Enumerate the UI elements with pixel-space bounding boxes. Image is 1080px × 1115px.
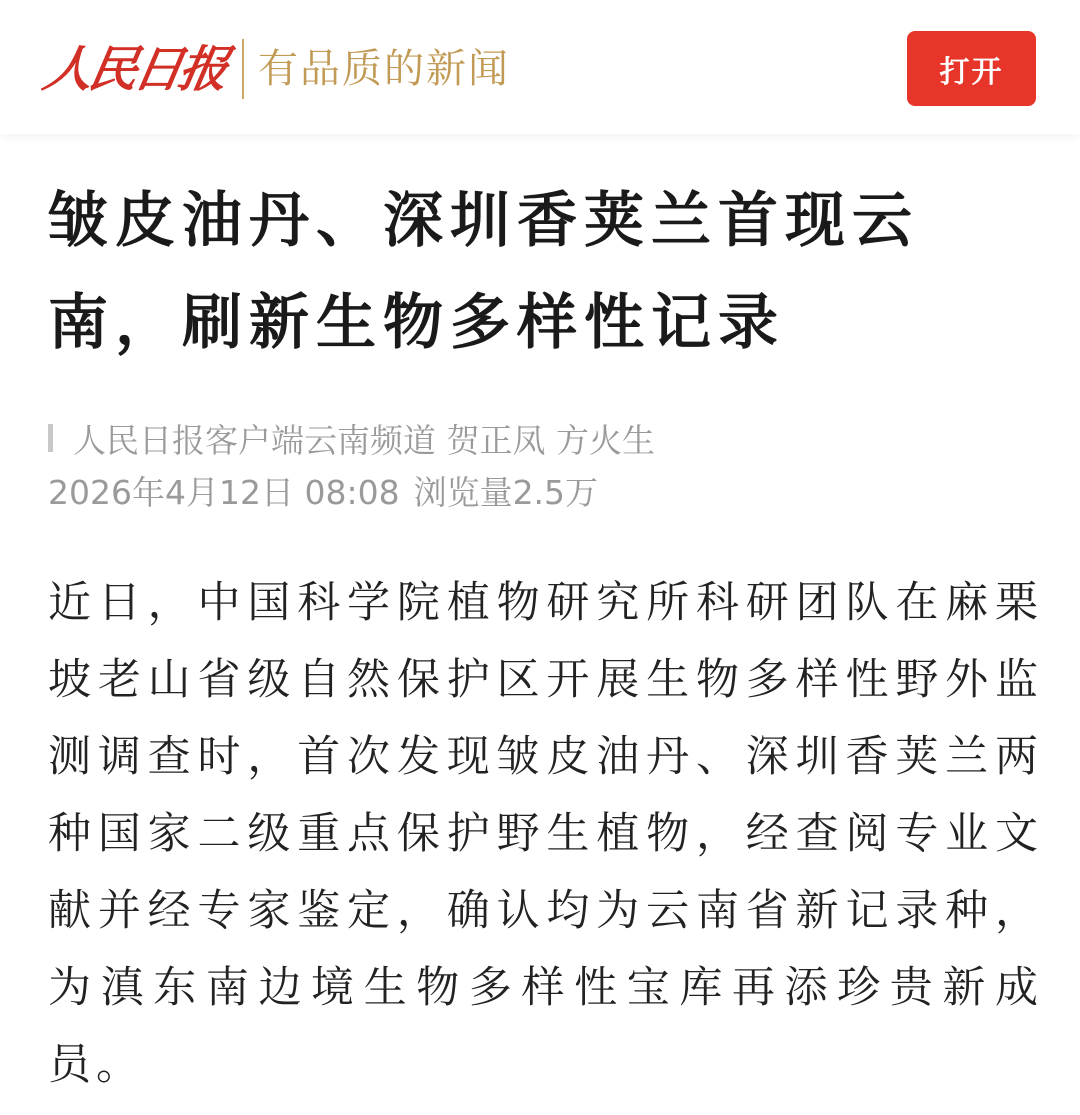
logo-divider xyxy=(242,39,244,99)
article-title: 皱皮油丹、深圳香荚兰首现云南，刷新生物多样性记录 xyxy=(48,186,919,358)
article-meta xyxy=(48,470,598,510)
source-marker-bar xyxy=(48,424,53,452)
logo-wordmark: 人民日报 xyxy=(38,39,230,98)
brand-logo[interactable] xyxy=(38,36,511,102)
logo-slogan: 有品质的新闻 xyxy=(258,46,511,92)
view-count: 浏览量2.5万 xyxy=(413,472,599,512)
article-body: 近日，中国科学院植物研究所科研团队在麻栗坡老山省级自然保护区开展生物多样性野外监测调查时，首次发现皱皮油丹、深圳香荚兰两种国家二级重点保护野生植物，经查阅专业文献并经专家鉴定，确认均为云南省新记录种，为滇东南边境生物多样性宝库再添珍贵新成员。 xyxy=(48,578,1043,1090)
top-banner xyxy=(0,0,1080,134)
article-source xyxy=(48,418,655,458)
open-app-button[interactable]: 打开 xyxy=(907,31,1036,106)
publish-date: 2026年4月12日 08:08 xyxy=(48,472,400,512)
source-text: 人民日报客户端云南频道 贺正凤 方火生 xyxy=(73,420,655,460)
